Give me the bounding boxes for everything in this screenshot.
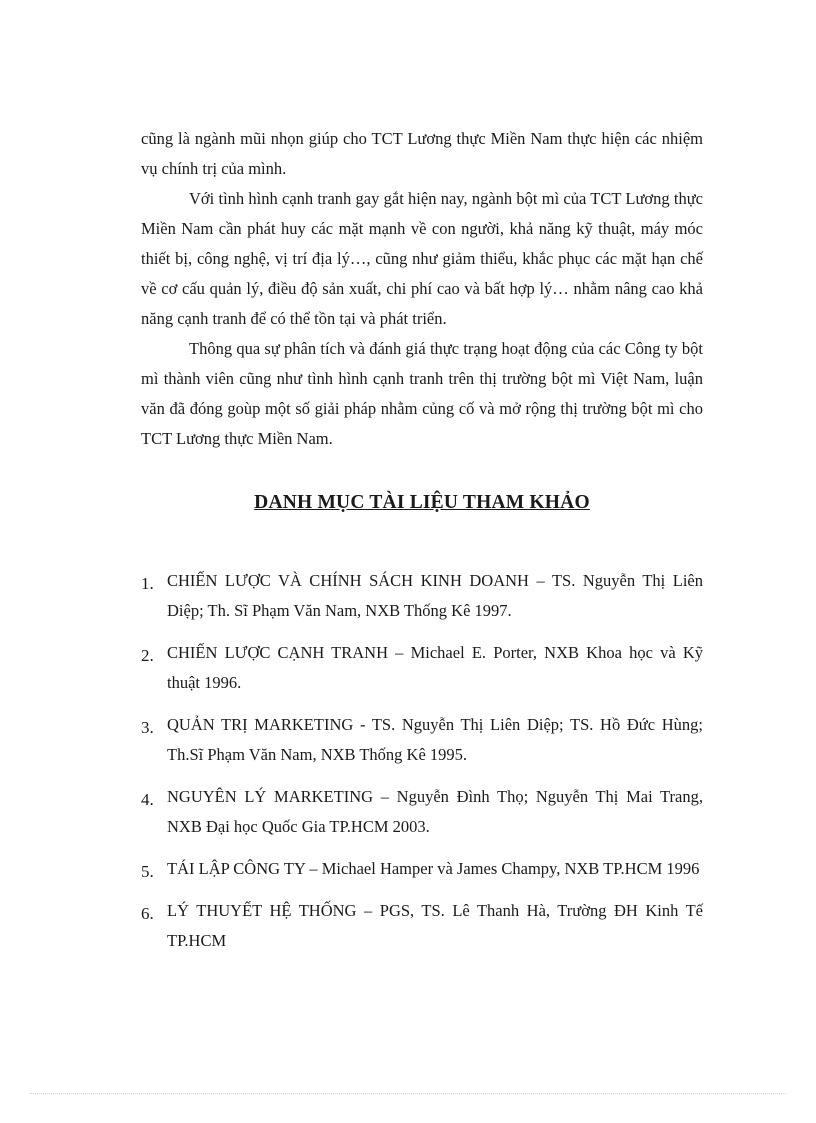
paragraph-competition: Với tình hình cạnh tranh gay gắt hiện nay, ngành bột mì của TCT Lương thực Miền Nam cần phát huy các mặt mạnh về con người, khả năng kỹ thuật, máy móc thiết bị, công nghệ, vị trí địa lý…, cũng như giảm thiểu, khắc phục các mặt hạn chế về cơ cấu quản lý, điều độ sản xuất, chi phí cao và bất hợp lý… nhằm nâng cao khả năng cạnh tranh để có thể tồn tại và phát triển. (141, 189, 703, 328)
reference-number: 5. (141, 862, 154, 881)
reference-number: 2. (141, 646, 154, 665)
reference-number: 3. (141, 718, 154, 737)
references-list (141, 566, 703, 968)
references-heading: DANH MỤC TÀI LIỆU THAM KHẢO (254, 492, 590, 513)
reference-text: TÁI LẬP CÔNG TY – Michael Hamper và James Champy, NXB TP.HCM 1996 (167, 859, 700, 878)
reference-number: 4. (141, 790, 154, 809)
reference-number: 1. (141, 574, 154, 593)
reference-item (141, 710, 703, 770)
reference-item (141, 854, 703, 884)
reference-item (141, 896, 703, 956)
reference-text: CHIẾN LƯỢC CẠNH TRANH – Michael E. Porter, NXB Khoa học và Kỹ thuật 1996. (167, 643, 703, 692)
page-bottom-divider (30, 1093, 786, 1094)
reference-text: NGUYÊN LÝ MARKETING – Nguyễn Đình Thọ; Nguyễn Thị Mai Trang, NXB Đại học Quốc Gia TP.HCM 2003. (167, 787, 703, 836)
reference-text: CHIẾN LƯỢC VÀ CHÍNH SÁCH KINH DOANH – TS. Nguyễn Thị Liên Diệp; Th. Sĩ Phạm Văn Nam, NXB Thống Kê 1997. (167, 571, 703, 620)
reference-item (141, 782, 703, 842)
reference-number: 6. (141, 904, 154, 923)
paragraph-analysis: Thông qua sự phân tích và đánh giá thực trạng hoạt động của các Công ty bột mì thành viên cũng như tình hình cạnh tranh trên thị trường bột mì Việt Nam, luận văn đã đóng goùp một số giải pháp nhằm củng cố và mở rộng thị trường bột mì cho TCT Lương thực Miền Nam. (141, 339, 703, 448)
conclusion-text (141, 124, 703, 454)
reference-text: LÝ THUYẾT HỆ THỐNG – PGS, TS. Lê Thanh Hà, Trường ĐH Kinh Tế TP.HCM (167, 901, 703, 950)
reference-item (141, 566, 703, 626)
reference-item (141, 638, 703, 698)
reference-text: QUẢN TRỊ MARKETING - TS. Nguyễn Thị Liên Diệp; TS. Hồ Đức Hùng; Th.Sĩ Phạm Văn Nam, NXB Thống Kê 1995. (167, 715, 703, 764)
paragraph-continuation: cũng là ngành mũi nhọn giúp cho TCT Lương thực Miền Nam thực hiện các nhiệm vụ chính trị của mình. (141, 129, 703, 178)
